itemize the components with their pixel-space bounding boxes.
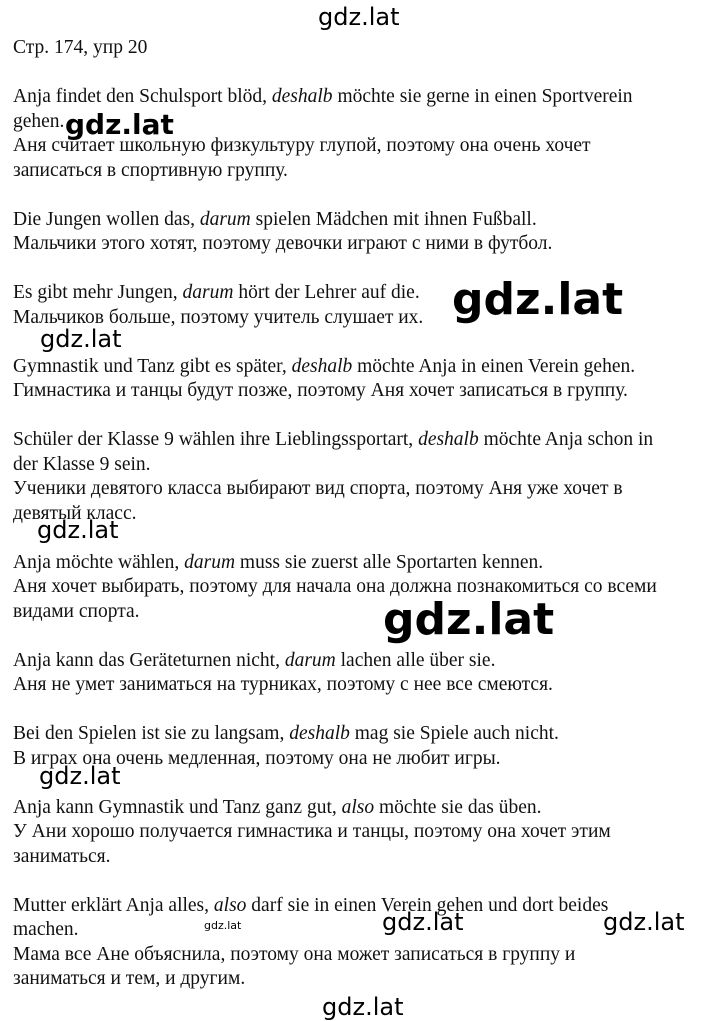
german-text: Anja möchte wählen, xyxy=(13,551,185,573)
conjunction-italic: darum xyxy=(199,208,251,230)
german-text: Bei den Spielen ist sie zu langsam, xyxy=(13,723,290,744)
exercise-paragraph xyxy=(13,355,713,404)
russian-translation-line: видами спорта. xyxy=(13,600,140,622)
german-sentence-line xyxy=(13,453,713,478)
watermark: gdz.lat xyxy=(452,274,624,325)
german-text: Anja kann Gymnastik und Tanz ganz gut, xyxy=(13,796,342,818)
german-text: mag sie Spiele auch nicht. xyxy=(349,723,559,744)
german-sentence-line xyxy=(13,796,713,821)
german-text: Schüler der Klasse 9 wählen ihre Lieblingssportart, xyxy=(13,429,419,450)
german-text: hört der Lehrer auf die. xyxy=(233,282,420,303)
german-text: lachen alle über sie. xyxy=(335,649,496,671)
german-text: möchte Anja in einen Verein gehen. xyxy=(352,355,636,377)
german-text: darf sie in einen Verein gehen und dort beides xyxy=(246,894,609,916)
conjunction-italic: deshalb xyxy=(418,429,479,450)
conjunction-italic: darum xyxy=(284,649,336,671)
conjunction-italic: also xyxy=(213,894,247,916)
exercise-paragraph xyxy=(13,428,713,526)
german-text: Es gibt mehr Jungen, xyxy=(13,282,183,303)
german-sentence-line xyxy=(13,85,713,110)
watermark: gdz.lat xyxy=(65,108,174,141)
russian-translation-line: заниматься. xyxy=(13,845,111,867)
conjunction-italic: deshalb xyxy=(289,723,350,744)
german-text: Anja kann das Geräteturnen nicht, xyxy=(13,649,285,671)
german-text: spielen Mädchen mit ihnen Fußball. xyxy=(250,208,537,230)
russian-translation-line: У Ани хорошо получается гимнастика и танцы, поэтому она хочет этим xyxy=(13,821,611,842)
watermark: gdz.lat xyxy=(603,908,685,936)
german-text: gehen. xyxy=(13,110,65,132)
german-text: Gymnastik und Tanz gibt es später, xyxy=(13,355,292,377)
conjunction-italic: deshalb xyxy=(291,355,353,377)
watermark: gdz.lat xyxy=(40,325,122,353)
german-sentence-line xyxy=(13,428,713,453)
watermark: gdz.lat xyxy=(204,919,242,932)
german-text: machen. xyxy=(13,919,79,940)
russian-translation-line: В играх она очень медленная, поэтому она не любит игры. xyxy=(13,747,501,769)
russian-translation-line: Аня считает школьную физкультуру глупой, поэтому она очень хочет xyxy=(13,135,591,156)
exercise-paragraph xyxy=(13,796,713,870)
german-sentence-line xyxy=(13,722,713,747)
german-sentence-line xyxy=(13,649,713,674)
german-text: muss sie zuerst alle Sportarten kennen. xyxy=(235,551,544,573)
exercise-paragraph xyxy=(13,649,713,698)
russian-translation-line: девятый класс. xyxy=(13,502,137,524)
watermark: gdz.lat xyxy=(382,908,464,936)
german-text: der Klasse 9 sein. xyxy=(13,453,151,475)
german-text: Mutter erklärt Anja alles, xyxy=(13,894,214,916)
watermark-top: gdz.lat xyxy=(318,3,400,31)
german-text: Anja findet den Schulsport blöd, xyxy=(13,86,272,107)
conjunction-italic: darum xyxy=(182,282,234,303)
page-heading: Стр. 174, упр 20 xyxy=(13,37,148,58)
russian-translation-line: Аня хочет выбирать, поэтому для начала она должна познакомиться со всеми xyxy=(13,576,657,597)
russian-translation-line: Аня не умет заниматься на турниках, поэтому с нее все смеются. xyxy=(13,674,553,695)
conjunction-italic: also xyxy=(341,796,375,818)
conjunction-italic: darum xyxy=(184,551,236,573)
exercise-paragraph xyxy=(13,551,713,625)
german-sentence-line xyxy=(13,355,713,380)
watermark: gdz.lat xyxy=(383,594,555,645)
german-text: möchte sie das üben. xyxy=(374,796,542,818)
watermark: gdz.lat xyxy=(39,762,121,790)
conjunction-italic: deshalb xyxy=(271,86,333,107)
russian-translation-line: Ученики девятого класса выбирают вид спорта, поэтому Аня уже хочет в xyxy=(13,478,623,499)
russian-translation-line: Мама все Ане объяснила, поэтому она может записаться в группу и xyxy=(13,943,576,965)
german-sentence-line xyxy=(13,208,713,233)
german-text: möchte sie gerne in einen Sportverein xyxy=(332,86,633,107)
russian-translation-line: Гимнастика и танцы будут позже, поэтому Аня хочет записаться в группу. xyxy=(13,380,628,401)
exercise-paragraph xyxy=(13,208,713,257)
russian-translation-line: Мальчики этого хотят, поэтому девочки играют с ними в футбол. xyxy=(13,233,553,254)
russian-translation-line: Мальчиков больше, поэтому учитель слушает их. xyxy=(13,306,424,328)
watermark-bottom: gdz.lat xyxy=(322,993,404,1021)
german-sentence-line xyxy=(13,551,713,576)
german-text: Die Jungen wollen das, xyxy=(13,208,200,230)
german-text: möchte Anja schon in xyxy=(478,429,654,450)
russian-translation-line: заниматься и тем, и другим. xyxy=(13,968,246,989)
russian-translation-line: записаться в спортивную группу. xyxy=(13,159,288,181)
watermark: gdz.lat xyxy=(37,516,119,544)
